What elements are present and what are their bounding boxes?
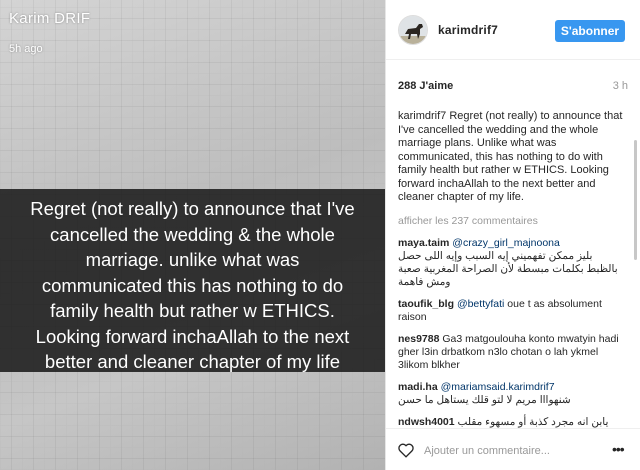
likes-count[interactable]: 288 J'aime xyxy=(398,80,454,92)
comment-mention[interactable]: @crazy_girl_majnoona xyxy=(452,236,560,249)
horse-avatar-icon[interactable] xyxy=(398,15,428,45)
comment-username[interactable]: taoufik_blg xyxy=(398,297,455,310)
comment-username[interactable]: ndwsh4001 xyxy=(398,415,455,428)
comment-item xyxy=(398,237,623,289)
comment-text: شنهوااا مريم لا لتو قلك يستاهل ما حسن xyxy=(398,393,571,406)
snap-caption-line: better and cleaner chapter of my life xyxy=(44,351,341,372)
snap-author: Karim DRIF xyxy=(9,10,91,27)
comment-footer xyxy=(386,428,640,470)
heart-icon[interactable] xyxy=(398,443,414,458)
comments-scrollbar[interactable] xyxy=(634,110,638,428)
comment-text: بليز ممكن تفهميني إيه السبب وإيه اللى حصل بالظبط بكلمات مبسطة لأن الصراحة المغربية صعبة ومش فاهمة xyxy=(398,249,618,288)
view-all-comments-link[interactable]: afficher les 237 commentaires xyxy=(398,214,538,227)
comment-text: يابن انه مجرد كذبة أو مسهوء مقلب xyxy=(457,415,609,428)
header-username[interactable]: karimdrif7 xyxy=(438,23,499,37)
comment-username[interactable]: maya.taim xyxy=(398,236,450,249)
comment-input[interactable] xyxy=(424,443,594,459)
comment-username[interactable]: nes9788 xyxy=(398,332,440,345)
snap-caption-line: cancelled the wedding & the whole xyxy=(50,223,335,245)
more-options-icon[interactable]: ••• xyxy=(612,441,624,457)
post-header xyxy=(386,0,640,60)
caption-username[interactable]: karimdrif7 xyxy=(398,110,447,122)
comment-username[interactable]: madi.ha xyxy=(398,380,438,393)
snap-caption-line: Looking forward inchaAllah to the next xyxy=(35,325,350,347)
comment-item xyxy=(398,333,623,372)
snap-caption-line: marriage. unlike what was xyxy=(85,249,300,270)
comment-mention[interactable]: @bettyfati xyxy=(456,297,505,310)
follow-button[interactable]: S'abonner xyxy=(555,20,625,42)
comment-item xyxy=(398,298,623,324)
snap-time: 5h ago xyxy=(9,43,43,55)
comment-mention[interactable]: @mariamsaid.karimdrif7 xyxy=(440,380,555,393)
snap-caption-line: Regret (not really) to announce that I've xyxy=(30,198,355,219)
comment-text: oue t as absolument raison xyxy=(398,297,602,323)
comment-item xyxy=(398,416,623,429)
post-side-panel xyxy=(386,0,640,470)
caption-body: Regret (not really) to announce that I've cancelled the wedding and the whole marriage plans. Unlike what was communicated, this has nothing to do with family health but rather w ETHICS. Looking forward inchaAllah to the next better and cleaner chapter of my life. xyxy=(398,110,623,203)
scrollbar-thumb[interactable] xyxy=(634,140,637,260)
snap-caption-line: communicated this has nothing to do xyxy=(41,274,344,296)
comment-item xyxy=(398,381,623,407)
stats-row xyxy=(398,80,628,96)
post-time[interactable]: 3 h xyxy=(612,80,628,92)
comments-list[interactable] xyxy=(398,110,623,428)
snap-caption-band xyxy=(0,189,385,372)
snap-caption-line: family health but rather w ETHICS. xyxy=(50,300,335,321)
post-caption xyxy=(398,110,623,205)
comment-text: Ga3 matgoulouha konto mwatyin hadi gher l3in drbatkom n3lo chotan o lah ykmel 3likom blkher xyxy=(398,332,619,371)
